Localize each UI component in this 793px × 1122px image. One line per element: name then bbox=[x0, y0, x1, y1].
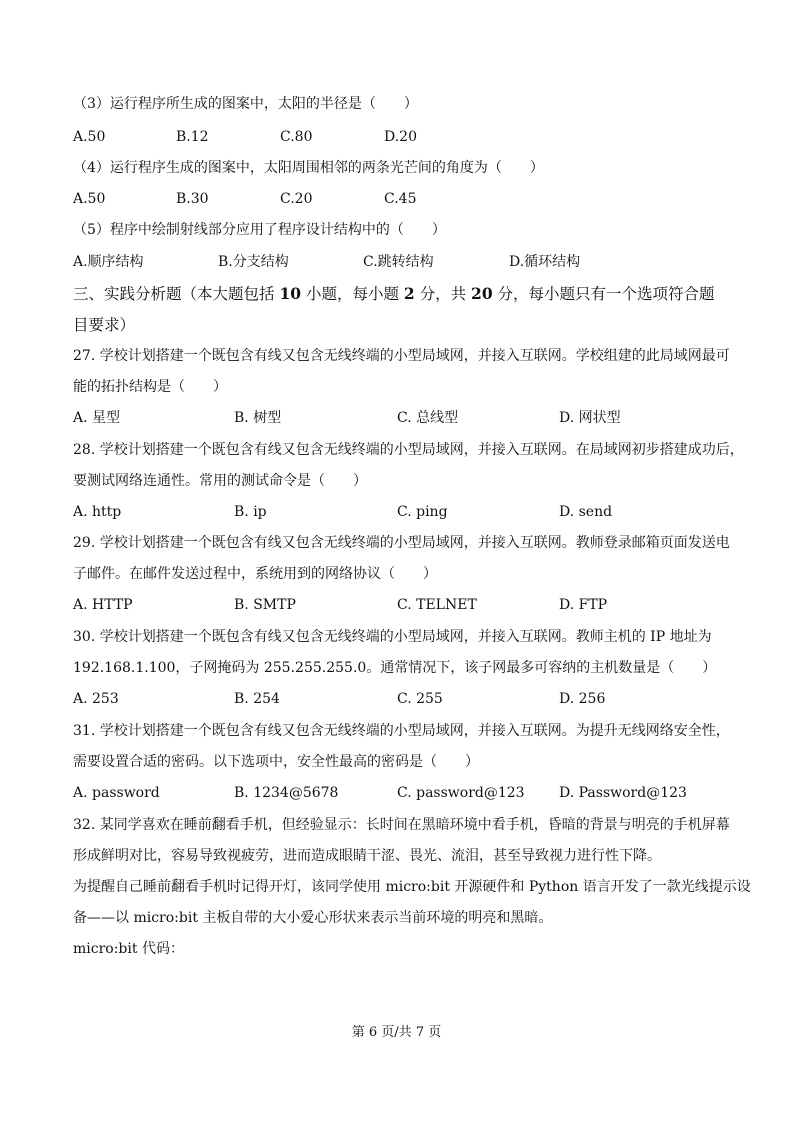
option-b: B. SMTP bbox=[234, 597, 296, 613]
points-total: 20 bbox=[471, 284, 493, 303]
option-d: D. FTP bbox=[559, 597, 608, 613]
question-30-line2 bbox=[0, 657, 793, 679]
points-each: 2 bbox=[403, 284, 415, 303]
option-d: D. Password@123 bbox=[559, 785, 687, 801]
question-29 bbox=[0, 532, 793, 554]
question-count: 10 bbox=[279, 284, 302, 303]
question-stem: 要测试网络连通性。常用的测试命令是（ ） bbox=[73, 473, 367, 489]
page-footer bbox=[0, 1022, 793, 1044]
section-title-post: 分，每小题只有一个选项符合题 bbox=[492, 285, 715, 303]
question-stem: （3）运行程序所生成的图案中，太阳的半径是（ ） bbox=[73, 96, 418, 112]
question-29-options bbox=[0, 594, 793, 616]
option-d: D. 256 bbox=[559, 691, 606, 707]
question-stem: 形成鲜明对比，容易导致视疲劳，进而造成眼睛干涩、畏光、流泪，甚至导致视力进行性下降。 bbox=[73, 848, 661, 864]
option-d: D.循环结构 bbox=[509, 254, 581, 270]
option-a: A.顺序结构 bbox=[73, 254, 144, 270]
option-c: C.跳转结构 bbox=[363, 254, 434, 270]
option-b: B. 254 bbox=[234, 691, 280, 707]
question-stem: 为提醒自己睡前翻看手机时记得开灯，该同学使用 micro:bit 开源硬件和 Python 语言开发了一款光线提示设 bbox=[73, 879, 751, 895]
question-32 bbox=[0, 814, 793, 836]
option-c: C. 总线型 bbox=[397, 410, 459, 426]
question-stem: 28. 学校计划搭建一个既包含有线又包含无线终端的小型局域网，并接入互联网。在局域网初步搭建成功后， bbox=[73, 442, 744, 458]
section-title-mid1: 小题，每小题 bbox=[301, 285, 404, 303]
question-30 bbox=[0, 626, 793, 648]
option-c: C. 255 bbox=[397, 691, 443, 707]
question-stem: 30. 学校计划搭建一个既包含有线又包含无线终端的小型局域网，并接入互联网。教师主机的 IP 地址为 bbox=[73, 629, 712, 645]
question-stem: 32. 某同学喜欢在睡前翻看手机，但经验显示：长时间在黑暗环境中看手机，昏暗的背景与明亮的手机屏幕 bbox=[73, 817, 730, 833]
question-32-line3 bbox=[0, 876, 793, 898]
section-title-line2: 目要求） bbox=[73, 316, 136, 334]
option-b: B.分支结构 bbox=[218, 254, 289, 270]
question-27-options bbox=[0, 407, 793, 429]
option-c: C. TELNET bbox=[397, 597, 477, 613]
question-stem: 29. 学校计划搭建一个既包含有线又包含无线终端的小型局域网，并接入互联网。教师登录邮箱页面发送电 bbox=[73, 535, 730, 551]
question-stem: 能的拓扑结构是（ ） bbox=[73, 379, 227, 395]
question-32-line2 bbox=[0, 845, 793, 867]
section-heading bbox=[0, 283, 793, 305]
option-a: A. HTTP bbox=[73, 597, 133, 613]
question-stem: 子邮件。在邮件发送过程中，系统用到的网络协议（ ） bbox=[73, 566, 437, 582]
question-stem: 192.168.1.100，子网掩码为 255.255.255.0。通常情况下，该子网最多可容纳的主机数量是（ ） bbox=[73, 660, 717, 676]
question-stem: 备——以 micro:bit 主板自带的大小爱心形状来表示当前环境的明亮和黑暗。 bbox=[73, 910, 553, 926]
question-5-options bbox=[0, 251, 793, 273]
section-title-pre: 三、实践分析题（本大题包括 bbox=[73, 285, 280, 303]
section-title-mid2: 分，共 bbox=[414, 285, 472, 303]
question-3 bbox=[0, 93, 793, 115]
option-a: A. 星型 bbox=[73, 410, 121, 426]
option-d: D. send bbox=[559, 504, 613, 520]
question-28 bbox=[0, 439, 793, 461]
question-27 bbox=[0, 345, 793, 367]
option-b: B.30 bbox=[176, 191, 209, 207]
option-a: A. password bbox=[73, 785, 160, 801]
question-32-line5 bbox=[0, 938, 793, 960]
code-label: micro:bit 代码： bbox=[73, 941, 184, 957]
option-c: C.80 bbox=[280, 129, 313, 145]
question-29-line2 bbox=[0, 563, 793, 585]
question-stem: 27. 学校计划搭建一个既包含有线又包含无线终端的小型局域网，并接入互联网。学校组建的此局域网最可 bbox=[73, 348, 730, 364]
option-b: B.12 bbox=[176, 129, 209, 145]
question-32-line4 bbox=[0, 907, 793, 929]
option-d: C.45 bbox=[384, 191, 417, 207]
question-4-options bbox=[0, 188, 793, 210]
question-stem: 需要设置合适的密码。以下选项中，安全性最高的密码是（ ） bbox=[73, 754, 479, 770]
option-a: A. 253 bbox=[73, 691, 119, 707]
option-c: C. password@123 bbox=[397, 785, 525, 801]
option-d: D. 网状型 bbox=[559, 410, 621, 426]
question-30-options bbox=[0, 688, 793, 710]
option-b: B. 1234@5678 bbox=[234, 785, 339, 801]
option-b: B. 树型 bbox=[234, 410, 282, 426]
question-31-options bbox=[0, 782, 793, 804]
option-c: C.20 bbox=[280, 191, 313, 207]
option-b: B. ip bbox=[234, 504, 267, 520]
question-stem: 31. 学校计划搭建一个既包含有线又包含无线终端的小型局域网，并接入互联网。为提升无线网络安全性， bbox=[73, 723, 730, 739]
question-27-line2 bbox=[0, 376, 793, 398]
question-5 bbox=[0, 219, 793, 241]
question-3-options bbox=[0, 126, 793, 148]
page-number: 第 6 页/共 7 页 bbox=[351, 1025, 442, 1040]
option-c: C. ping bbox=[397, 504, 448, 520]
option-a: A.50 bbox=[73, 191, 106, 207]
question-31 bbox=[0, 720, 793, 742]
question-stem: （5）程序中绘制射线部分应用了程序设计结构中的（ ） bbox=[73, 222, 446, 238]
question-31-line2 bbox=[0, 751, 793, 773]
option-d: D.20 bbox=[384, 129, 417, 145]
question-28-options bbox=[0, 501, 793, 523]
option-a: A.50 bbox=[73, 129, 106, 145]
question-28-line2 bbox=[0, 470, 793, 492]
question-4 bbox=[0, 157, 793, 179]
option-a: A. http bbox=[73, 504, 122, 520]
question-stem: （4）运行程序生成的图案中，太阳周围相邻的两条光芒间的角度为（ ） bbox=[73, 160, 544, 176]
section-heading-line2 bbox=[0, 314, 793, 336]
